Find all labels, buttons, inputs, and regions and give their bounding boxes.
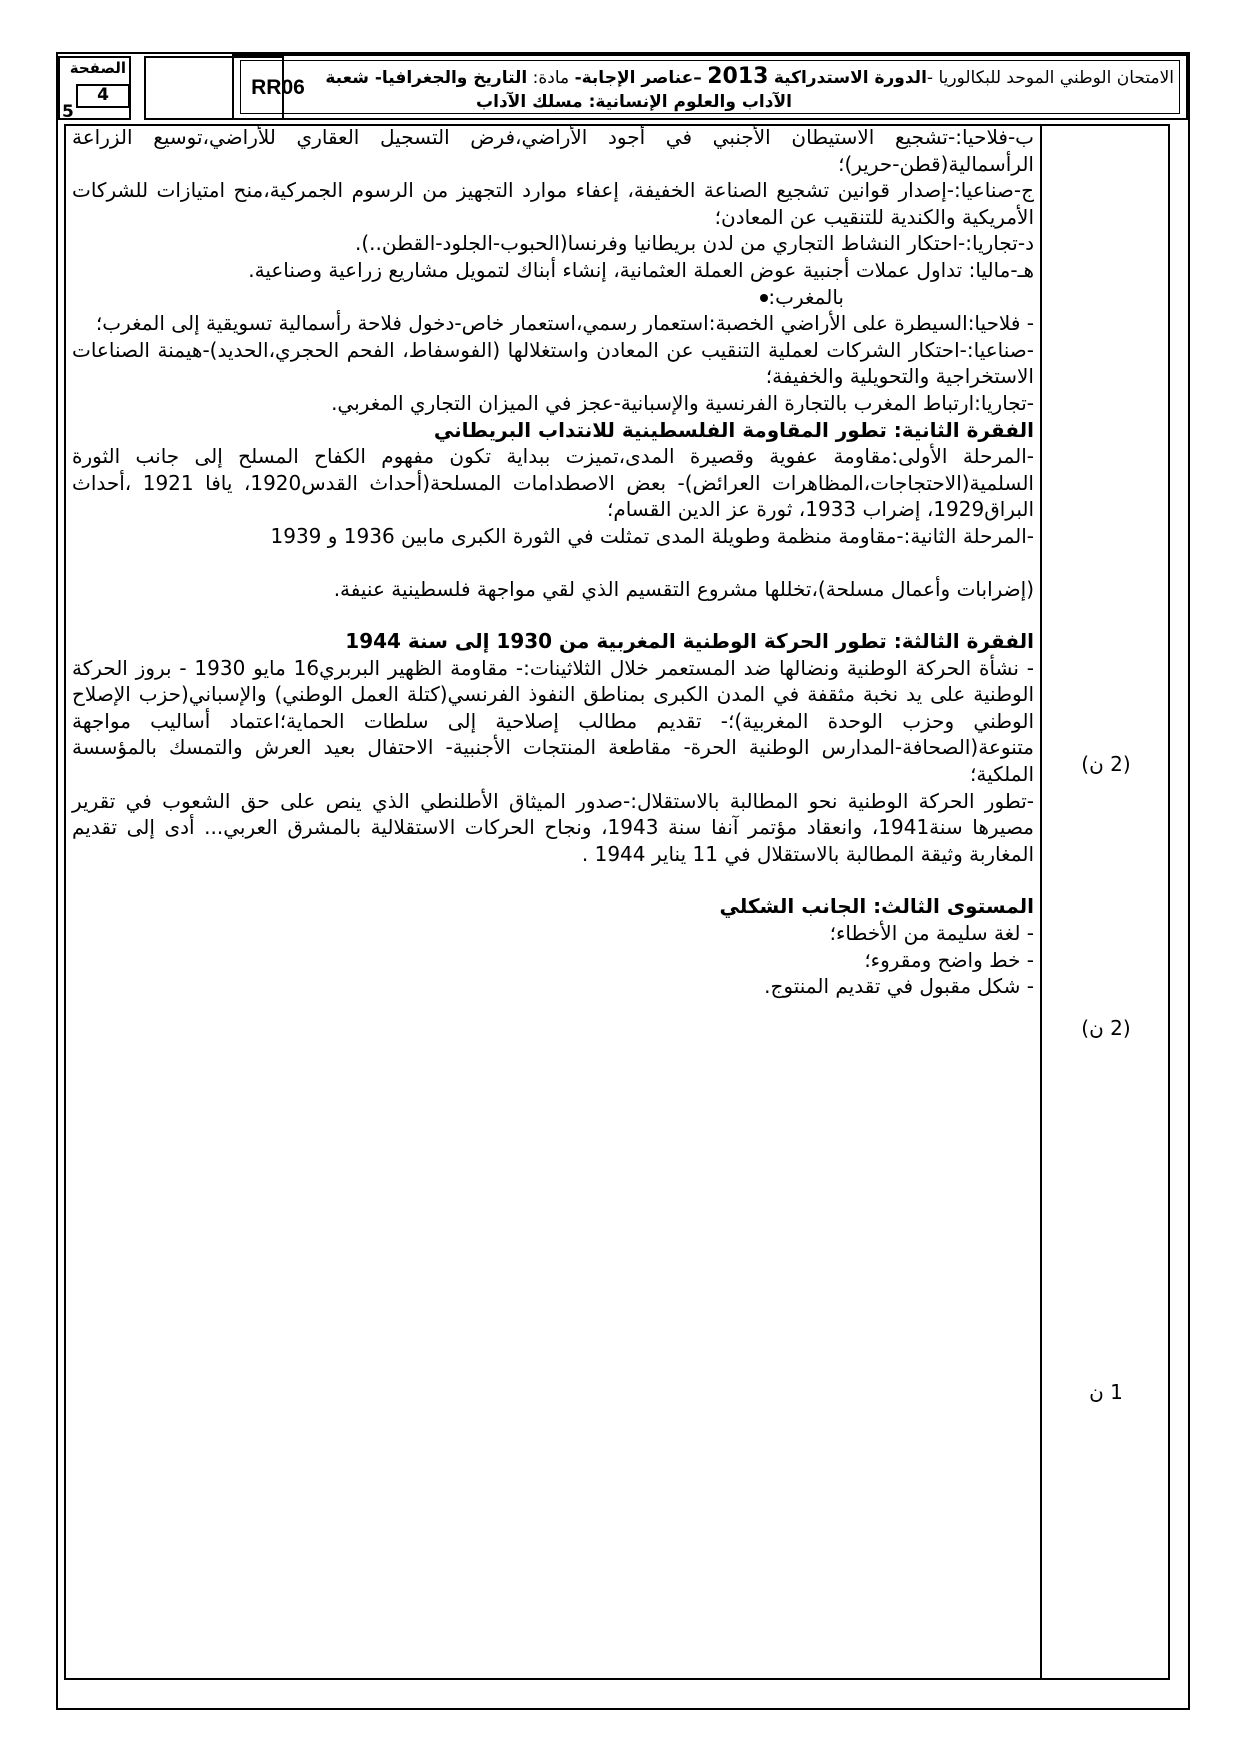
paragraph-trade-morocco: -تجاريا:ارتباط المغرب بالتجارة الفرنسية والإسبانية-عجز في الميزان التجاري المغربي. <box>331 390 1034 415</box>
title-session: الدورة الاستدراكية <box>773 68 927 88</box>
exam-header <box>56 52 1190 124</box>
exam-title-line-1 <box>274 64 1174 89</box>
paragraph-phase-one: -المرحلة الأولى:مقاومة عفوية وقصيرة المدى،تميزت ببداية تكون مفهوم الكفاح المسلح إلى جانب الثورة السلمية(الاحتجاجات،المظاهرات العرائض)- بعض الاصطدامات المسلحة(أحداث القدس1920، يافا 1921 ،أحداث البراق1929، إضراب 1933، ثورة عز الدين القسام؛ <box>72 444 1034 522</box>
exam-code: RR06 <box>251 76 305 99</box>
score-paragraph-three: (2 ن) <box>1081 1016 1131 1040</box>
paragraph-independence-demand: -تطور الحركة الوطنية نحو المطالبة بالاستقلال:-صدور الميثاق الأطلنطي الذي ينص على حق الشعوب في تقرير مصيرها سنة1941، وانعقاد مؤتمر آنفا سنة 1943، ونجاح الحركات الاستقلالية بالمشرق العربي... أدى إلى تقديم المغاربة وثيقة المطالبة بالاستقلال في 11 يناير 1944 . <box>72 788 1035 866</box>
spacer <box>72 867 1034 893</box>
page-number: 4 <box>76 84 130 108</box>
heading-paragraph-two: الفقرة الثانية: تطور المقاومة الفلسطينية للانتداب البريطاني <box>433 417 1034 442</box>
paragraph-agriculture-egypt: ب-فلاحيا:-تشجيع الاستيطان الأجنبي في أجود الأراضي،فرض التسجيل العقاري للأراضي،توسيع الزراعة الرأسمالية(قطن-حرير)؛ <box>72 125 1034 176</box>
bullet-morocco-label: بالمغرب: <box>768 284 844 309</box>
score-column-divider <box>1040 124 1042 1680</box>
paragraph-phase-two: -المرحلة الثانية:-مقاومة منظمة وطويلة المدى تمثلت في الثورة الكبرى مابين 1936 و 1939 <box>270 523 1034 548</box>
page-number-box <box>58 56 131 120</box>
list-item-handwriting: - خط واضح ومقروء؛ <box>864 947 1034 972</box>
title-subject: التاريخ والجغرافيا- شعبة <box>325 68 528 88</box>
score-level-three: 1 ن <box>1089 1380 1123 1404</box>
bullet-morocco <box>72 284 1034 311</box>
list-item-presentation: - شكل مقبول في تقديم المنتوج. <box>764 974 1034 999</box>
heading-paragraph-three: الفقرة الثالثة: تطور الحركة الوطنية المغربية من 1930 إلى سنة 1944 <box>345 629 1034 654</box>
page-label: الصفحة <box>69 59 126 77</box>
list-item-language: - لغة سليمة من الأخطاء؛ <box>829 921 1034 946</box>
paragraph-phase-two-cont: (إضرابات وأعمال مسلحة)،تخللها مشروع التقسيم الذي لقي مواجهة فلسطينية عنيفة. <box>333 576 1034 601</box>
paragraph-agriculture-morocco: - فلاحيا:السيطرة على الأراضي الخصبة:استعمار رسمي،استعمار خاص-دخول فلاحة رأسمالية تسويقية إلى المغرب؛ <box>95 311 1034 336</box>
paragraph-nationalism-thirties: - نشأة الحركة الوطنية ونضالها ضد المستعمر خلال الثلاثينات:- مقاومة الظهير البربري16 مايو 1930 - بروز الحركة الوطنية على يد نخبة مثقفة في المدن الكبرى بمناطق النفوذ الفرنسي(كتلة العمل الوطني) والإسباني(حزب الإصلاح الوطني وحزب الوحدة المغربية)؛- تقديم مطالب إصلاحية إلى سلطات الحماية؛اعتماد أساليب مواجهة متنوعة(الصحافة-المدارس الوطنية الحرة- مقاطعة المنتجات الأجنبية- الاحتفال بعيد العرش والتمسك بالمؤسسة الملكية؛ <box>72 655 1034 787</box>
heading-level-three: المستوى الثالث: الجانب الشكلي <box>719 894 1034 919</box>
title-answers: –عناصر الإجابة- <box>574 68 702 88</box>
title-prefix: الامتحان الوطني الموحد للبكالوريا - <box>926 68 1174 88</box>
spacer <box>72 602 1034 628</box>
page-total: 5 <box>62 102 74 122</box>
title-subject-label: مادة: <box>527 68 575 88</box>
paragraph-finance-egypt: هـ-ماليا: تداول عملات أجنبية عوض العملة العثمانية، إنشاء أبناك لتمويل مشاريع زراعية وصناعية. <box>248 257 1034 282</box>
paragraph-trade-egypt: د-تجاريا:-احتكار النشاط التجاري من لدن بريطانيا وفرنسا(الحبوب-الجلود-القطن..). <box>354 231 1034 256</box>
score-paragraph-two: (2 ن) <box>1081 752 1131 776</box>
paragraph-industry-egypt: ج-صناعيا:-إصدار قوانين تشجيع الصناعة الخفيفة، إعفاء موارد التجهيز من الرسوم الجمركية،منح امتيازات للشركات الأمريكية والكندية للتنقيب عن المعادن؛ <box>72 178 1034 229</box>
title-year: 2013 <box>707 64 769 89</box>
spacer <box>72 550 1034 576</box>
exam-title-box <box>232 54 1188 120</box>
paragraph-industry-morocco: -صناعيا:-احتكار الشركات لعملية التنقيب عن المعادن واستغلالها (الفوسفاط، الفحم الحجري،الحديد)-هيمنة الصناعات الاستخراجية والتحويلية والخفيفة؛ <box>72 337 1034 389</box>
answer-content <box>72 124 1034 1000</box>
exam-title-line-2: الآداب والعلوم الإنسانية: مسلك الآداب <box>476 92 792 112</box>
